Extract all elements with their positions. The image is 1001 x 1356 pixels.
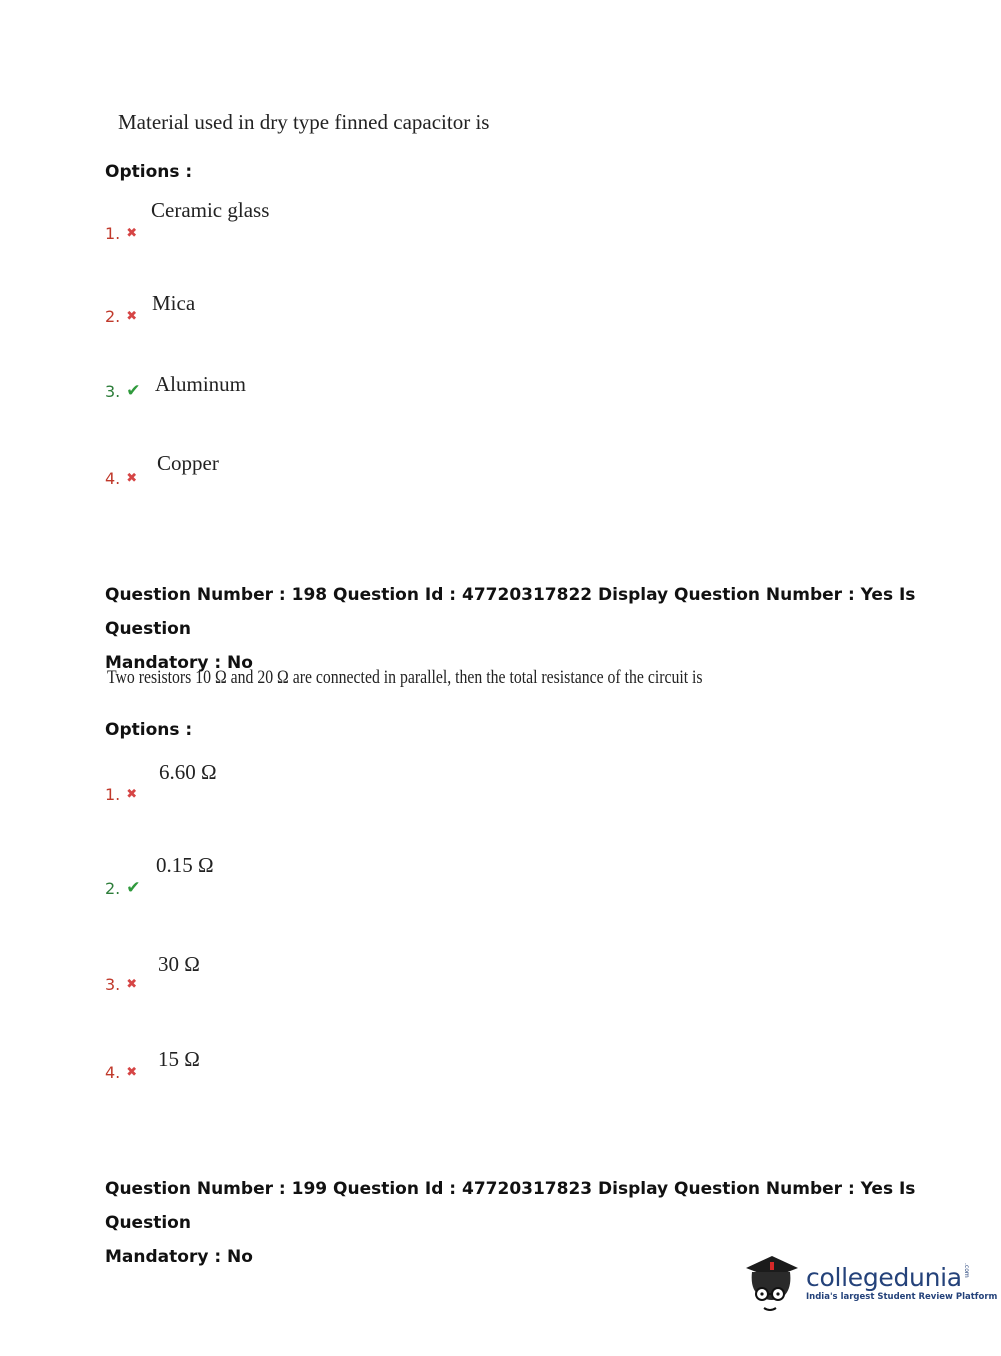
check-icon: ✔: [126, 878, 141, 898]
option-text: 6.60 Ω: [159, 760, 217, 784]
option-text: Copper: [157, 451, 219, 475]
option-text: 15 Ω: [158, 1047, 200, 1071]
option-number-label: 4.: [105, 1063, 121, 1082]
options-label: Options :: [105, 720, 193, 740]
question-meta-line: Question Number : 199 Question Id : 47720317823 Display Question Number : Yes Is Question: [105, 1179, 916, 1233]
option-number-label: 1.: [105, 224, 121, 243]
option-number: [105, 469, 137, 488]
cross-icon: ✖: [126, 471, 138, 486]
question-meta: [105, 578, 925, 680]
question-meta-line: Question Number : 198 Question Id : 47720317822 Display Question Number : Yes Is Question: [105, 585, 916, 639]
option-number-label: 2.: [105, 878, 121, 898]
option-number: [105, 785, 137, 804]
logo-suffix: .com: [962, 1262, 970, 1278]
option-number: [105, 878, 141, 898]
cross-icon: ✖: [126, 226, 138, 241]
logo-tagline: India's largest Student Review Platform: [806, 1291, 998, 1302]
option-number: [105, 307, 137, 326]
collegedunia-logo: [740, 1250, 997, 1314]
mascot-icon: [740, 1250, 800, 1314]
option-number: [105, 224, 137, 243]
option-text: Mica: [152, 291, 196, 315]
logo-text-block: [806, 1263, 997, 1302]
option-number-label: 4.: [105, 469, 121, 488]
cross-icon: ✖: [126, 309, 138, 324]
cross-icon: ✖: [126, 787, 138, 802]
option-number-label: 1.: [105, 785, 121, 804]
option-number: [105, 975, 137, 994]
check-icon: ✔: [126, 381, 141, 401]
options-label: Options :: [105, 162, 193, 182]
option-number: [105, 381, 141, 401]
question-text: Material used in dry type finned capacitor is: [118, 110, 490, 134]
cross-icon: ✖: [126, 1065, 138, 1080]
logo-name: collegedunia: [806, 1262, 962, 1292]
cross-icon: ✖: [126, 977, 138, 992]
option-text: Aluminum: [155, 372, 247, 396]
question-meta-line: Mandatory : No: [105, 1247, 253, 1267]
question-meta-line: Mandatory : No: [105, 653, 253, 673]
option-text: Ceramic glass: [151, 198, 270, 222]
option-text: 0.15 Ω: [156, 853, 214, 877]
option-number-label: 3.: [105, 975, 121, 994]
question-text: Two resistors 10 Ω and 20 Ω are connected in parallel, then the total resistance of the circuit is: [107, 667, 703, 688]
option-number: [105, 1063, 137, 1082]
option-number-label: 3.: [105, 381, 121, 401]
option-text: 30 Ω: [158, 952, 200, 976]
option-number-label: 2.: [105, 307, 121, 326]
